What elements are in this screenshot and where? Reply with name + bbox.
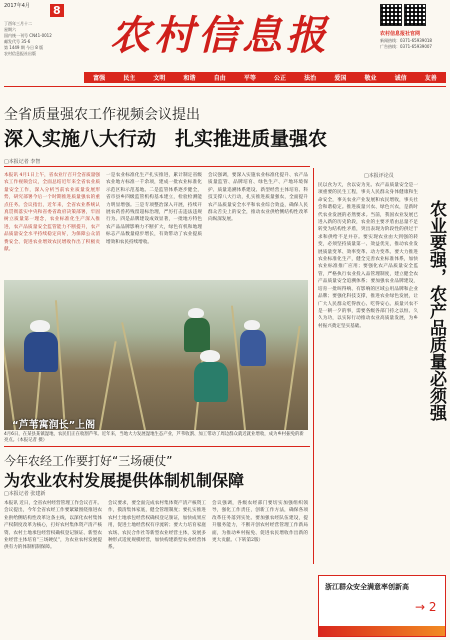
contact-line: 新闻热线：0371-65939018 [380,38,432,43]
jacket [240,330,266,366]
value-item: 友善 [424,75,437,82]
value-item: 平等 [243,75,256,82]
commentary-body: 民以食为天，食以安为先。农产品质量安全是一项重要的民生工程，事关人民群众身体健康和生命安全，事关农业产业发展和农民增收，事关社会和谐稳定。推进质量兴农、绿色兴农，是新时代农业发展的必然要求。当前，我国农业发展已进入新的历史阶段，农业的主要矛盾由总量不足转变为结构性矛盾，突出表现为阶段性的供过于求和供给不足并存。要实现农业由大到强的转变，必须坚持质量第一、效益优先，推动农业发展质量变革、效率变革、动力变革。要大力推进农业标准化生产，健全完善农业标准体系，加快农业标准推广应用；要强化农产品质量安全监管，严格执行农业投入品管理制度，建立健全农产品质量安全追溯体系；要加强农业品牌建设，培育一批叫得响、有影响的区域公用品牌和企业品牌；要强化科技支撑，推进农业绿色发展，让广大人民群众吃得放心、吃得安心。质量兴农不是一朝一夕的事，需要各级各部门持之以恒、久久为功，以实际行动推动农业高质量发展，为乡村振兴奠定坚实基础。 [318,183,418,329]
value-item: 富强 [93,75,106,82]
qr-code-icon[interactable] [380,4,402,26]
lead-column-2: 一是农业标准化生产扎实推进，累计制定省级农业地方标准一千余项，建成一批农业标准化示范区和示范基地。二是监管体系逐步健全，省市县乡四级监管机构基本建立，检验检测能力明显增强。三是专项整治深入开展，持续开展农药兽药残留超标治理，严厉打击违法违规行为。四是品牌建设成效显著，一批地方特色农产品品牌影响力不断扩大，绿色有机和地理标志产品数量稳步增长，有效带动了农业提质增效和农民持续增收。 [106,173,202,245]
hat [30,320,50,332]
reed [121,322,146,430]
value-item: 民主 [123,75,136,82]
banner-stripe [319,626,445,636]
value-item: 和谐 [183,75,196,82]
lead-headline[interactable]: 深入实施八大行动 扎实推进质量强农 [4,128,328,150]
commentary-byline: □本报评论员 [364,173,394,179]
info-line: 农村信息报社出版 [4,51,36,56]
hat [244,320,260,330]
value-item: 公正 [274,75,287,82]
hat [200,350,220,362]
second-column-2: 会议要求，要全面完成农村集体资产清产核资工作，摸清集体家底，健全管理制度；要扎实推进农村土地承包经营权确权登记颁证，加快成果应用，促进土地经营权有序流转；要大力培育家庭农场、农民合作社等新型农业经营主体，发展多种形式适度规模经营，加快构建新型农业经营体系。 [108,501,206,551]
value-item: 爱国 [334,75,347,82]
reed [284,326,301,430]
commentary-title[interactable]: 农业要强，农产品质量必须强 [426,200,446,421]
jacket [24,332,58,372]
section-divider [4,446,310,447]
second-column-1: 本报讯 近日，全省农村经营管理工作会议召开。会议提出，今年全省农经工作要紧紧围绕推进农业供给侧结构性改革这条主线，以深化农村集体产权制度改革为核心，打好农村集体资产清产核资、农村土地承包经营权确权登记颁证、新型农业经营主体培育“三场硬仗”，为农业农村发展提供有力的体制机制保障。 [4,501,102,551]
second-byline: □本报记者 张建新 [4,491,46,497]
masthead-divider [4,86,446,87]
qr-code-icon[interactable] [404,4,426,26]
info-line: 第 1449 期 今日 8 版 [4,45,44,50]
info-line: 国内统一刊号 CN41-0012 [4,33,52,38]
value-item: 文明 [153,75,166,82]
lead-kicker: 全省质量强农工作视频会议提出 [4,107,200,123]
contact-info [380,38,432,50]
value-item: 诚信 [394,75,407,82]
info-line: 邮发代号 35-6 [4,39,31,44]
info-line: 丁酉年三月十二 [4,21,32,26]
second-kicker: 今年农经工作要打好“三场硬仗” [4,454,173,468]
photo-caption: 4月6日，在某县某镇湿地，农民们正在收割芦苇。近年来，当地大力发展湿地生态产业，芦苇收割、加工带动了周边群众就近就业增收，成为乡村振免的新亮点。（本报记者 摄） [4,432,304,443]
value-item: 法治 [304,75,317,82]
masthead [0,0,450,70]
official-site-label: 农村信息报社官网 [380,31,421,37]
sidebar-divider [313,168,314,564]
second-column-3: 会议强调，各级农经部门要切实加强组织领导，强化工作责任，创新工作方法，确保各项改革任务落到实处。要加强农经队伍建设，提升服务能力，不断开创农村经营管理工作新局面，为推动乡村振免、促进农民增收作出新的更大贡献。（下转第2版） [212,501,308,544]
reed [99,341,117,430]
photo-title: “芦苇寓润长”上阁 [12,420,96,430]
issue-day: 8 [50,4,64,17]
lead-column-1: 本报讯 4月1日上午，省农业厅召开全省质量强农工作视频会议，全面总结近年来全省农业质量安全工作，深入分析当前农业质量发展形势，研究部署今后一个时期推进质量强农的重点任务。会议指出，近年来，全省农业系统认真贯彻落实中央和省委省政府决策部署，牢固树立质量第一理念，农业标准化生产深入推进，农产品质量安全监管能力不断提升，农产品质量安全水平持续稳定向好，为保障公众消费安全、促进农业增效农民增收作出了积极贡献。 [4,173,100,253]
cross-reference-banner[interactable] [318,575,446,637]
issue-info [4,21,84,57]
lead-column-3: 会议强调，要深入实施农业标准化提升、农产品质量监管、品牌培育、绿色生产、产地环境保护、质量追溯体系建设、新型经营主体培育、科技支撑八大行动，扎实推进质量强农，全面提升农产品质量安全水平和农业综合效益，确保人民群众舌尖上的安全，推动农业供给侧结构性改革向纵深发展。 [208,173,308,223]
value-item: 自由 [213,75,226,82]
banner-title: 浙江群众安全满意率创新高 [325,583,409,591]
hat [188,308,204,318]
jacket [184,318,210,352]
info-line: 星期六 [4,27,16,32]
jacket [194,362,228,402]
lead-divider [4,166,310,167]
value-item: 敬业 [364,75,377,82]
newspaper-title: 农村信息报 [110,12,330,59]
masthead-left [4,2,84,57]
reed [4,311,16,430]
arrow-right-icon: → 2 [415,600,437,614]
contact-line: 广告热线：0371-65939007 [380,44,432,49]
issue-date: 2017年4月 [4,3,30,9]
second-headline[interactable]: 为农业农村发展提供体制机制保障 [4,471,245,490]
news-photo [4,280,308,430]
lead-byline: □本报记者 李智 [4,159,41,165]
core-values-bar [84,72,446,83]
masthead-right [380,4,450,49]
